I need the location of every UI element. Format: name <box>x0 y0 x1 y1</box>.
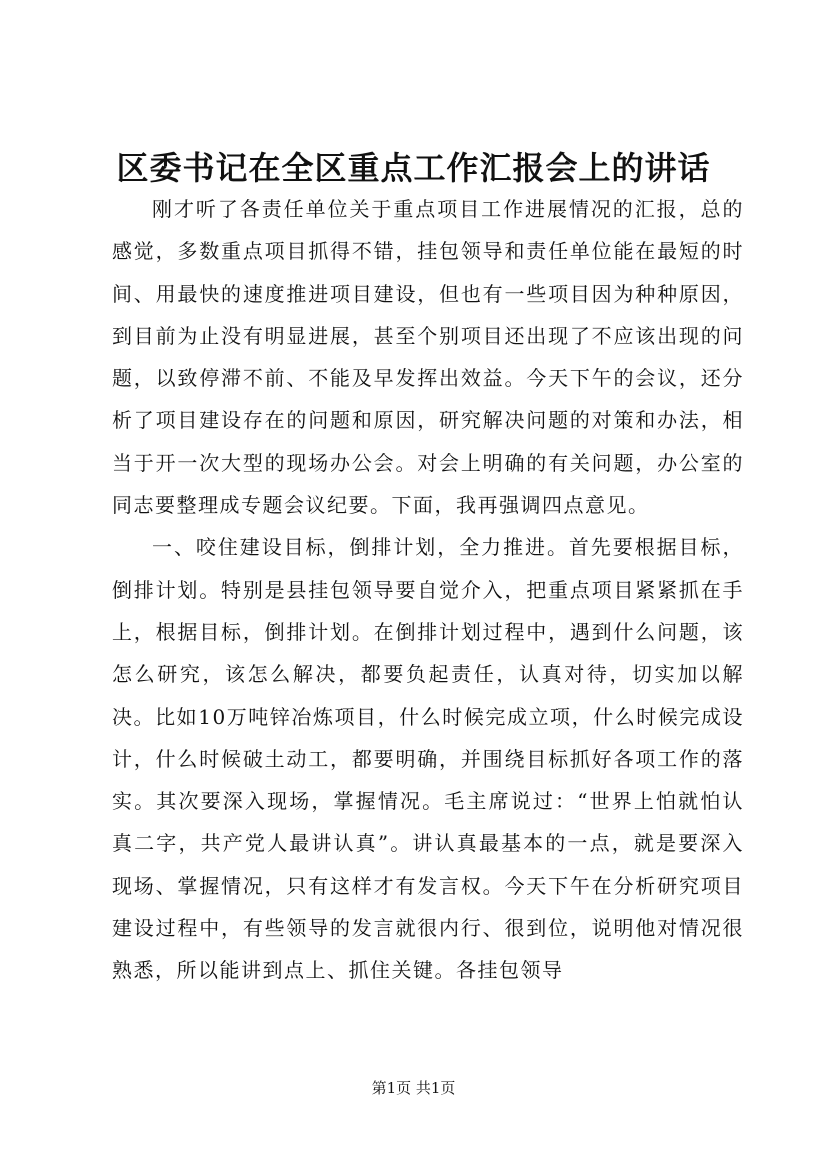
page-footer: 第1页 共1页 <box>371 1079 456 1097</box>
paragraph: 刚才听了各责任单位关于重点项目工作进展情况的汇报，总的感觉，多数重点项目抓得不错，挂包领导和责任单位能在最短的时间、用最快的速度推进项目建设，但也有一些项目因为种种原因，到目前为止没有明显进展，甚至个别项目还出现了不应该出现的问题，以致停滞不前、不能及早发挥出效益。今天下午的会议，还分析了项目建设存在的问题和原因，研究解决问题的对策和办法，相当于开一次大型的现场办公会。对会上明确的有关问题，办公室的同志要整理成专题会议纪要。下面，我再强调四点意见。 <box>112 197 744 518</box>
document-title: 区委书记在全区重点工作汇报会上的讲话 <box>116 149 711 187</box>
document-body <box>112 188 744 992</box>
paragraph: 一、咬住建设目标，倒排计划，全力推进。首先要根据目标，倒排计划。特别是县挂包领导要自觉介入，把重点项目紧紧抓在手上，根据目标，倒排计划。在倒排计划过程中，遇到什么问题，该怎么研究，该怎么解决，都要负起责任，认真对待，切实加以解决。比如10万吨锌冶炼项目，什么时候完成立项，什么时候完成设计，什么时候破土动工，都要明确，并围绕目标抓好各项工作的落实。其次要深入现场，掌握情况。毛主席说过：“世界上怕就怕认真二字，共产党人最讲认真”。讲认真最基本的一点，就是要深入现场、掌握情况，只有这样才有发言权。今天下午在分析研究项目建设过程中，有些领导的发言就很内行、很到位，说明他对情况很熟悉，所以能讲到点上、抓住关键。各挂包领导 <box>112 535 744 983</box>
